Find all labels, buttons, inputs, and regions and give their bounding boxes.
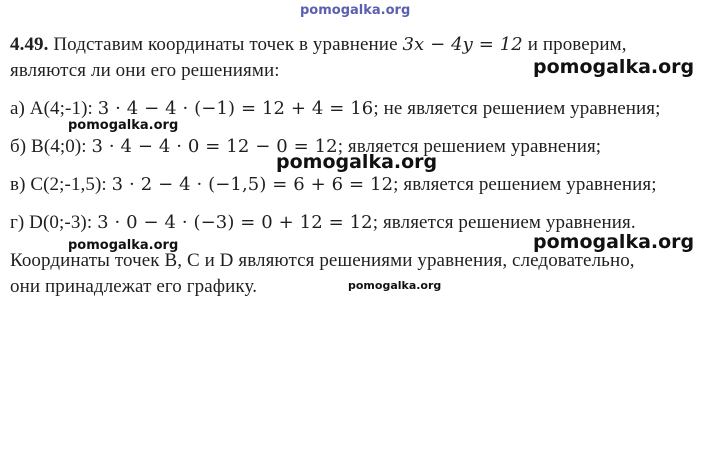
item-a-conclusion: ; не является решением уравнения; (373, 98, 661, 119)
watermark-center: pomogalka.org (276, 151, 438, 173)
item-d-label: г) D(0;-3): (10, 212, 98, 233)
item-a-label: а) A(4;-1): (10, 98, 98, 119)
item-a-math: 3 · 4 − 4 · (−1) = 12 + 4 = 16 (97, 98, 374, 119)
intro-line-2: являются ли они его решениями: (10, 60, 280, 81)
item-d-math: 3 · 0 − 4 · (−3) = 0 + 12 = 12 (97, 212, 373, 233)
watermark-left-a: pomogalka.org (68, 118, 179, 133)
watermark-left-bottom: pomogalka.org (68, 238, 179, 253)
watermark-right-top: pomogalka.org (533, 56, 695, 78)
intro-text-before: Подставим координаты точек в уравнение (48, 34, 403, 55)
item-b-math: 3 · 4 − 4 · 0 = 12 − 0 = 12 (91, 136, 338, 157)
header-watermark: pomogalka.org (300, 3, 411, 18)
conclusion-line-1: Координаты точек B, C и D являются решениями уравнения, следовательно, (10, 250, 635, 271)
item-c (10, 174, 657, 196)
item-c-math: 3 · 2 − 4 · (−1,5) = 6 + 6 = 12 (111, 174, 394, 195)
conclusion-line-2: они принадлежат его графику. (10, 276, 258, 297)
watermark-right-bottom: pomogalka.org (533, 231, 695, 253)
intro-line-1 (10, 34, 627, 56)
intro-equation: 3x − 4y = 12 (402, 34, 523, 55)
item-b-conclusion: ; является решением уравнения; (337, 136, 602, 157)
item-b-label: б) B(4;0): (10, 136, 92, 157)
watermark-small-bottom: pomogalka.org (348, 279, 442, 292)
item-c-conclusion: ; является решением уравнения; (393, 174, 657, 195)
problem-number: 4.49. (10, 34, 49, 55)
item-c-label: в) C(2;-1,5): (10, 174, 112, 195)
intro-text-after: и проверим, (522, 34, 627, 55)
item-d-conclusion: ; является решением уравнения. (372, 212, 636, 233)
item-a (10, 98, 661, 120)
